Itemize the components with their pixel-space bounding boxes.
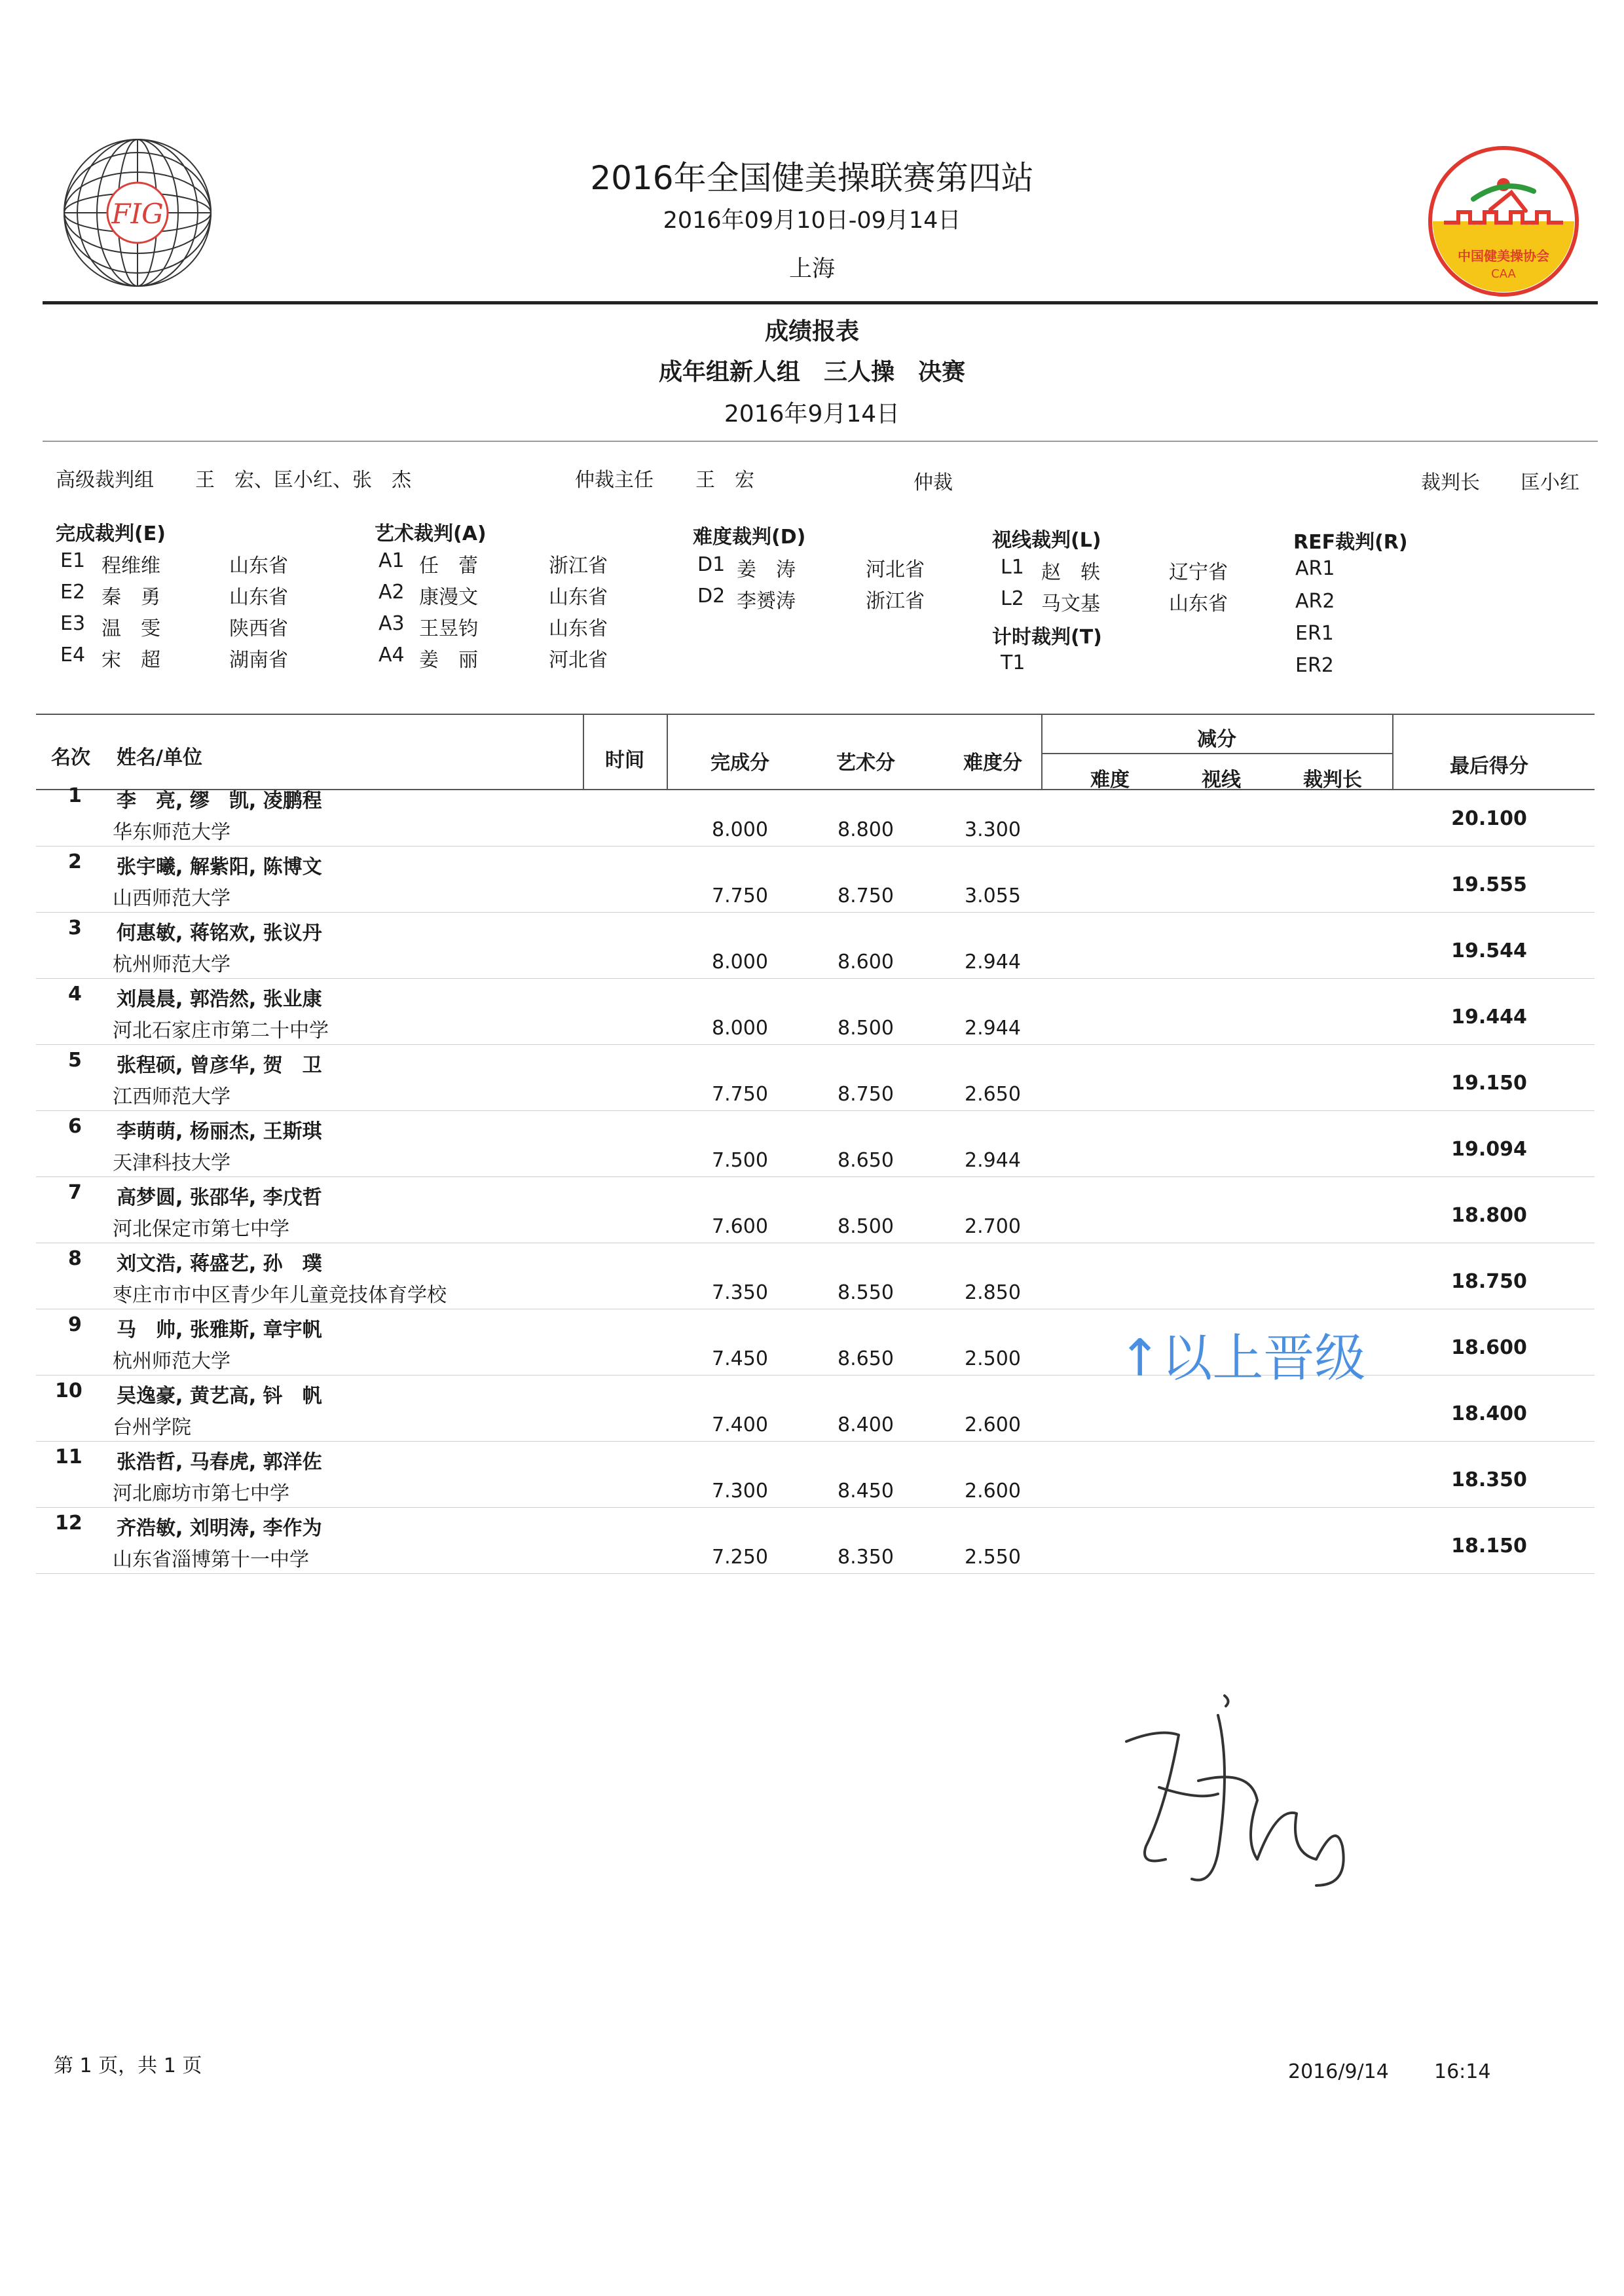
judge-code: E4 <box>60 644 86 666</box>
judge-code: D2 <box>697 585 726 608</box>
judge-code: E1 <box>60 549 86 572</box>
chief-judge-label: 裁判长 <box>1421 471 1480 494</box>
judge-code: A4 <box>378 644 405 666</box>
footer-time: 16:14 <box>1434 2060 1491 2083</box>
result-rank: 11 <box>55 1446 83 1468</box>
judge-name: 程维维 <box>101 555 160 577</box>
result-execution-score: 7.250 <box>712 1546 768 1569</box>
judge-name: 任 蕾 <box>419 555 478 577</box>
result-team-names: 李 亮, 缪 凯, 凌鹏程 <box>117 790 322 812</box>
result-final-score: 18.350 <box>1451 1468 1527 1491</box>
judge-province: 山东省 <box>229 555 288 577</box>
report-date: 2016年9月14日 <box>724 401 900 428</box>
ref-panel-heading: REF裁判(R) <box>1293 531 1408 554</box>
row-separator <box>36 1573 1595 1574</box>
chief-judge-name: 匡小红 <box>1521 471 1579 494</box>
ref-code: AR1 <box>1295 557 1335 580</box>
row-separator <box>36 1507 1595 1508</box>
event-city: 上海 <box>788 256 835 282</box>
result-difficulty-score: 2.944 <box>965 1017 1021 1040</box>
judge-name: 王昱钧 <box>419 617 478 640</box>
timing-panel-heading: 计时裁判(T) <box>992 626 1102 649</box>
officials-top-rule <box>43 441 1598 442</box>
judge-code: A2 <box>378 581 405 604</box>
result-difficulty-score: 2.550 <box>965 1546 1021 1569</box>
result-execution-score: 7.350 <box>712 1281 768 1304</box>
result-rank: 8 <box>68 1247 82 1270</box>
result-team-unit: 华东师范大学 <box>113 821 231 844</box>
col-rank-header: 名次 <box>51 746 90 769</box>
result-artistic-score: 8.350 <box>838 1546 894 1569</box>
result-execution-score: 7.500 <box>712 1149 768 1172</box>
judge-name: 姜 涛 <box>737 558 796 581</box>
judge-code: E2 <box>60 581 86 604</box>
result-difficulty-score: 2.600 <box>965 1413 1021 1436</box>
judge-code: A1 <box>378 549 405 572</box>
result-team-names: 刘文浩, 蒋盛艺, 孙 璞 <box>117 1252 322 1275</box>
judge-name: 赵 轶 <box>1041 561 1100 584</box>
judge-province: 辽宁省 <box>1169 561 1228 584</box>
result-final-score: 18.400 <box>1451 1402 1527 1425</box>
judge-province: 山东省 <box>549 617 608 640</box>
ref-code: AR2 <box>1295 590 1335 613</box>
row-separator <box>36 1176 1595 1177</box>
result-final-score: 18.600 <box>1451 1336 1527 1359</box>
judge-province: 山东省 <box>1169 592 1228 615</box>
result-artistic-score: 8.750 <box>838 884 894 907</box>
result-rank: 10 <box>55 1379 83 1402</box>
col-name-header: 姓名/单位 <box>117 746 202 769</box>
result-execution-score: 8.000 <box>712 951 768 974</box>
judge-code: A3 <box>378 612 405 635</box>
result-final-score: 18.150 <box>1451 1535 1527 1558</box>
col-deduction-header: 减分 <box>1197 728 1236 751</box>
judge-province: 浙江省 <box>866 590 925 613</box>
result-team-names: 张浩哲, 马春虎, 郭洋佐 <box>117 1451 322 1474</box>
result-artistic-score: 8.650 <box>838 1149 894 1172</box>
result-team-unit: 山东省淄博第十一中学 <box>113 1548 309 1571</box>
judge-province: 湖南省 <box>229 649 288 672</box>
advance-text: 以上晋级 <box>1161 1329 1366 1388</box>
result-team-names: 何惠敏, 蒋铭欢, 张议丹 <box>117 922 322 945</box>
event-dates: 2016年09月10日-09月14日 <box>663 208 961 234</box>
svg-text:CAA: CAA <box>1491 267 1516 281</box>
result-team-unit: 杭州师范大学 <box>113 1350 231 1373</box>
judge-name: 宋 超 <box>101 649 160 672</box>
result-artistic-score: 8.800 <box>838 818 894 841</box>
col-ded-difficulty-header: 难度 <box>1090 769 1130 792</box>
row-separator <box>36 1441 1595 1442</box>
result-artistic-score: 8.500 <box>838 1215 894 1238</box>
result-rank: 5 <box>68 1049 82 1072</box>
result-rank: 12 <box>55 1512 83 1535</box>
result-difficulty-score: 2.944 <box>965 1149 1021 1172</box>
result-team-unit: 杭州师范大学 <box>113 953 231 976</box>
result-rank: 4 <box>68 983 82 1006</box>
row-separator <box>36 1110 1595 1111</box>
col-execution-header: 完成分 <box>710 752 769 774</box>
judge-province: 浙江省 <box>549 555 608 577</box>
result-execution-score: 7.300 <box>712 1480 768 1503</box>
result-difficulty-score: 2.650 <box>965 1083 1021 1106</box>
result-team-unit: 河北石家庄市第二十中学 <box>113 1019 329 1042</box>
judge-province: 河北省 <box>549 649 608 672</box>
result-execution-score: 8.000 <box>712 818 768 841</box>
header-rule <box>43 301 1598 304</box>
result-team-names: 刘晨晨, 郭浩然, 张业康 <box>117 988 322 1011</box>
row-separator <box>36 912 1595 913</box>
row-separator <box>36 978 1595 979</box>
result-team-unit: 河北廊坊市第七中学 <box>113 1482 289 1505</box>
jury-chief-label: 仲裁主任 <box>575 469 654 492</box>
judge-code: L1 <box>1001 556 1024 579</box>
result-final-score: 20.100 <box>1451 807 1527 830</box>
artistic-panel-heading: 艺术裁判(A) <box>375 522 487 545</box>
result-rank: 9 <box>68 1313 82 1336</box>
judge-province: 山东省 <box>229 586 288 609</box>
col-ded-chief-header: 裁判长 <box>1303 769 1362 792</box>
judge-province: 河北省 <box>866 558 925 581</box>
result-rank: 7 <box>68 1181 82 1204</box>
judge-code: E3 <box>60 612 86 635</box>
result-final-score: 19.555 <box>1451 873 1527 896</box>
result-difficulty-score: 3.300 <box>965 818 1021 841</box>
result-artistic-score: 8.750 <box>838 1083 894 1106</box>
result-artistic-score: 8.450 <box>838 1480 894 1503</box>
result-execution-score: 7.450 <box>712 1347 768 1370</box>
jury-label: 仲裁 <box>913 471 953 494</box>
execution-panel-heading: 完成裁判(E) <box>56 522 166 545</box>
judge-name: 康漫文 <box>419 586 478 609</box>
result-final-score: 18.800 <box>1451 1204 1527 1227</box>
result-rank: 6 <box>68 1115 82 1138</box>
judge-name: 温 雯 <box>101 617 160 640</box>
result-team-unit: 天津科技大学 <box>113 1152 231 1175</box>
header-divider <box>667 714 668 789</box>
result-team-names: 李萌萌, 杨丽杰, 王斯琪 <box>117 1120 322 1143</box>
result-artistic-score: 8.550 <box>838 1281 894 1304</box>
ref-code: ER1 <box>1295 622 1334 645</box>
result-final-score: 18.750 <box>1451 1270 1527 1293</box>
result-artistic-score: 8.650 <box>838 1347 894 1370</box>
report-title: 成绩报表 <box>764 318 859 345</box>
judge-name: 姜 丽 <box>419 649 478 672</box>
result-difficulty-score: 3.055 <box>965 884 1021 907</box>
svg-text:FIG: FIG <box>111 198 164 230</box>
event-title: 2016年全国健美操联赛第四站 <box>590 159 1034 197</box>
result-team-names: 马 帅, 张雅斯, 章宇帆 <box>117 1319 322 1341</box>
row-separator <box>36 1044 1595 1045</box>
col-difficulty-header: 难度分 <box>963 752 1022 774</box>
row-separator <box>36 846 1595 847</box>
col-final-header: 最后得分 <box>1450 755 1528 778</box>
result-difficulty-score: 2.500 <box>965 1347 1021 1370</box>
result-execution-score: 7.600 <box>712 1215 768 1238</box>
judge-province: 山东省 <box>549 586 608 609</box>
deduction-sub-rule <box>1041 753 1392 754</box>
result-final-score: 19.444 <box>1451 1006 1527 1029</box>
result-team-names: 齐浩敏, 刘明涛, 李作为 <box>117 1517 322 1540</box>
result-rank: 2 <box>68 850 82 873</box>
ref-code: ER2 <box>1295 654 1334 677</box>
judge-code: T1 <box>1001 651 1025 674</box>
result-team-names: 张程硕, 曾彦华, 贺 卫 <box>117 1054 322 1077</box>
judge-code: D1 <box>697 553 726 576</box>
result-execution-score: 7.750 <box>712 1083 768 1106</box>
result-team-unit: 台州学院 <box>113 1416 191 1439</box>
result-final-score: 19.544 <box>1451 939 1527 962</box>
difficulty-panel-heading: 难度裁判(D) <box>693 526 806 549</box>
judge-code: L2 <box>1001 587 1024 610</box>
result-team-unit: 山西师范大学 <box>113 887 231 910</box>
report-group: 成年组新人组 三人操 决赛 <box>658 359 965 386</box>
result-difficulty-score: 2.600 <box>965 1480 1021 1503</box>
up-arrow-icon: ↑ <box>1118 1329 1162 1388</box>
judge-province: 陕西省 <box>229 617 288 640</box>
result-artistic-score: 8.400 <box>838 1413 894 1436</box>
signature <box>1120 1689 1369 1912</box>
line-panel-heading: 视线裁判(L) <box>992 529 1101 552</box>
table-header-top-rule <box>36 714 1595 715</box>
result-final-score: 19.094 <box>1451 1138 1527 1161</box>
result-execution-score: 8.000 <box>712 1017 768 1040</box>
result-team-unit: 河北保定市第七中学 <box>113 1218 289 1241</box>
svg-text:中国健美操协会: 中国健美操协会 <box>1458 248 1549 264</box>
result-difficulty-score: 2.850 <box>965 1281 1021 1304</box>
col-time-header: 时间 <box>605 749 644 772</box>
result-artistic-score: 8.600 <box>838 951 894 974</box>
footer-date: 2016/9/14 <box>1288 2060 1389 2083</box>
result-rank: 3 <box>68 917 82 939</box>
result-rank: 1 <box>68 784 82 807</box>
result-team-unit: 枣庄市市中区青少年儿童竞技体育学校 <box>113 1284 447 1307</box>
jury-chief-name: 王 宏 <box>695 469 754 492</box>
result-difficulty-score: 2.700 <box>965 1215 1021 1238</box>
judge-name: 秦 勇 <box>101 586 160 609</box>
result-difficulty-score: 2.944 <box>965 951 1021 974</box>
advance-annotation <box>1118 1317 1365 1391</box>
judge-name: 马文基 <box>1041 592 1100 615</box>
result-team-names: 高梦圆, 张邵华, 李戊哲 <box>117 1186 322 1209</box>
result-artistic-score: 8.500 <box>838 1017 894 1040</box>
result-execution-score: 7.400 <box>712 1413 768 1436</box>
senior-judges-names: 王 宏、匡小红、张 杰 <box>195 469 411 492</box>
caa-logo <box>1428 145 1579 297</box>
col-artistic-header: 艺术分 <box>836 752 895 774</box>
col-ded-line-header: 视线 <box>1202 769 1241 792</box>
result-execution-score: 7.750 <box>712 884 768 907</box>
result-team-unit: 江西师范大学 <box>113 1085 231 1108</box>
judge-name: 李赟涛 <box>737 590 796 613</box>
result-team-names: 张宇曦, 解紫阳, 陈博文 <box>117 856 322 879</box>
result-final-score: 19.150 <box>1451 1072 1527 1095</box>
result-team-names: 吴逸豪, 黄艺高, 钭 帆 <box>117 1385 322 1408</box>
page-indicator: 第 1 页，共 1 页 <box>54 2054 202 2077</box>
senior-judges-label: 高级裁判组 <box>56 469 154 492</box>
